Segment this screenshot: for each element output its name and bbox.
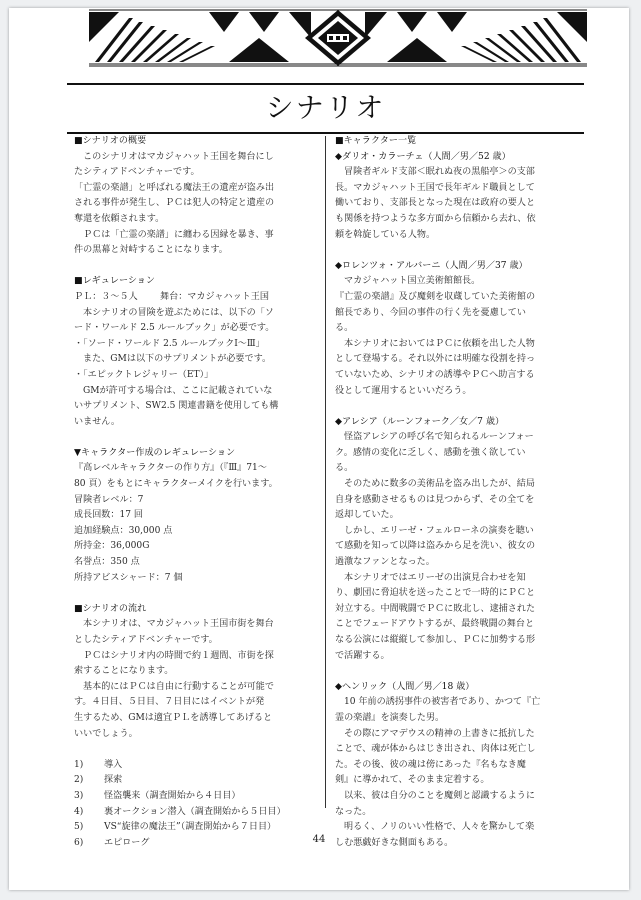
lorenzo-line: として登場する。それ以外には明確な役割を持っ bbox=[335, 354, 536, 365]
alesia-line: ク。感情の変化に乏しく、感動を強く欲してい bbox=[335, 447, 526, 458]
alesia-line: 過激なファンとなった。 bbox=[335, 557, 435, 568]
lorenzo-line: ていないため、シナリオの誘導やＰＣへ助言する bbox=[335, 369, 535, 380]
flow-step-text: 導入 bbox=[104, 759, 123, 770]
dario-line: 頼を斡旋している人物。 bbox=[335, 229, 436, 240]
flow-step-number: 5) bbox=[74, 822, 84, 833]
section-heading-character: ▼キャラクター作成のレギュレーション bbox=[74, 447, 236, 458]
overview-line: 奪還を依頼されます。 bbox=[74, 213, 165, 224]
overview-line: ＰＣは「亡霊の楽譜」に纏わる因縁を暴き、事 bbox=[83, 229, 274, 240]
character-line: 名誉点：350 点 bbox=[74, 557, 140, 568]
lorenzo-line: 本シナリオにおいてはＰＣに依頼を出した人物 bbox=[344, 338, 535, 349]
regulation-line: ード・ワールド 2.5 ルールブック」が必要です。 bbox=[74, 323, 275, 334]
flow-step-text: エピローグ bbox=[104, 837, 150, 848]
flow-line: ＰＣはシナリオ内の時間で約１週間、市街を探 bbox=[83, 650, 274, 661]
left-column bbox=[74, 134, 316, 851]
lorenzo-line: マカジャハット国立美術館館長。 bbox=[344, 276, 481, 287]
page-number: 44 bbox=[312, 834, 326, 845]
dario-line: も関係を持つような多方面から信頼から去れ、依 bbox=[335, 213, 536, 224]
flow-step-text: 探索 bbox=[104, 775, 123, 786]
flow-step-text: 怪盗襲来（調査開始から４日目） bbox=[104, 790, 241, 801]
flow-line: 基本的にはＰＣは自由に行動することが可能で bbox=[83, 681, 274, 692]
henrik-line: た。その後、彼の魂は傍にあった『名もなき魔 bbox=[335, 759, 526, 770]
henrik-line: 明るく、ノリのいい性格で、人々を驚かして楽 bbox=[344, 822, 535, 833]
character-line: 成長回数：17 回 bbox=[74, 510, 144, 521]
alesia-line: しかし、エリーゼ・フェルローネの演奏を聴い bbox=[344, 525, 534, 536]
flow-line: 本シナリオは、マカジャハット王国市街を舞台 bbox=[83, 619, 274, 630]
dario-line: 働いており、支部長となった現在は政府の要人と bbox=[335, 198, 536, 209]
henrik-line: 以来、彼は自分のことを魔剣と認識するように bbox=[344, 790, 535, 801]
alesia-line: り、劇団に脅迫状を送ったことで一時的にＰＣと bbox=[335, 588, 536, 599]
flow-step-number: 1) bbox=[74, 759, 84, 770]
flow-line: 索することになります。 bbox=[74, 666, 174, 677]
flow-step-text: VS“旋律の魔法王”（調査開始から７日目） bbox=[104, 822, 277, 833]
alesia-line: 返却していた。 bbox=[335, 510, 399, 521]
section-heading-character-list: ■キャラクター一覧 bbox=[335, 136, 417, 146]
henrik-line: 剣』に導かれて、そのまま定着する。 bbox=[335, 775, 490, 786]
character-line: 冒険者レベル：7 bbox=[74, 494, 144, 505]
henrik-line: しむ悪戯好きな側面もある。 bbox=[335, 837, 454, 848]
character-name-dario: ◆ダリオ・カラーチェ（人間／男／52 歳） bbox=[335, 151, 511, 162]
regulation-line: いサプリメント、SW2.5 関連書籍を使用しても構 bbox=[74, 401, 279, 412]
regulation-line: ・「ソード・ワールド 2.5 ルールブックⅠ～Ⅲ」 bbox=[74, 338, 265, 349]
regulation-pl: ＰＬ：３～５人 bbox=[74, 291, 138, 302]
character-line: 80 頁）をもとにキャラクターメイクを行います。 bbox=[74, 479, 278, 490]
lorenzo-line: 館長であり、今回の事件の行く先を憂慮してい bbox=[335, 307, 526, 318]
lorenzo-line: 『亡霊の楽譜』及び魔剣を収蔵していた美術館の bbox=[335, 291, 536, 302]
regulation-line: GMが許可する場合は、ここに記載されていな bbox=[83, 385, 273, 396]
decorative-banner bbox=[89, 8, 587, 68]
overview-line: 件の黒幕と対峙することになります。 bbox=[74, 245, 228, 256]
flow-step bbox=[74, 789, 316, 805]
column-divider bbox=[325, 136, 326, 808]
section-heading-flow: ■シナリオの流れ bbox=[74, 603, 147, 614]
henrik-line: ことで、魂が体からはじき出され、肉体は死亡し bbox=[335, 744, 536, 755]
regulation-line: ・「エピックトレジャリー（ET）」 bbox=[74, 369, 214, 380]
character-line: 所持アビスシャード：7 個 bbox=[74, 572, 183, 583]
character-line: 追加経験点：30,000 点 bbox=[74, 525, 173, 536]
regulation-stage: 舞台：マカジャハット王国 bbox=[160, 291, 269, 302]
henrik-line: 10 年前の誘拐事件の被害者であり、かつて『亡 bbox=[344, 697, 541, 708]
regulation-line: 本シナリオの冒険を遊ぶためには、以下の「ソ bbox=[83, 307, 274, 318]
alesia-line: 本シナリオではエリーゼの出演見合わせを知 bbox=[344, 572, 526, 583]
flow-line: 生するため、GMは適宜ＰＬを誘導してあげると bbox=[74, 712, 273, 723]
henrik-line: なった。 bbox=[335, 806, 372, 817]
flow-line: す。４日目、５日目、７日目にはイベントが発 bbox=[74, 697, 265, 708]
character-line: 所持金：36,000G bbox=[74, 541, 150, 552]
overview-line: 「亡霊の楽譜」と呼ばれる魔法王の遺産が盗み出 bbox=[74, 182, 275, 193]
flow-step-number: 4) bbox=[74, 806, 84, 817]
flow-line: いいでしょう。 bbox=[74, 728, 138, 739]
lorenzo-line: 役として運用するといいだろう。 bbox=[335, 385, 472, 396]
flow-step bbox=[74, 773, 316, 789]
flow-step-number: 2) bbox=[74, 775, 84, 786]
alesia-line: る。 bbox=[335, 463, 354, 474]
alesia-line: なる公演には縦縦して参加し、ＰＣに加勢する形 bbox=[335, 635, 536, 645]
flow-line: としたシティアドベンチャーです。 bbox=[74, 635, 218, 645]
regulation-pl-stage bbox=[74, 290, 316, 306]
overview-line: される事件が発生し、ＰＣは犯人の特定と遺産の bbox=[74, 198, 275, 209]
alesia-line: 怪盗アレシアの呼び名で知られるルーンフォー bbox=[344, 432, 534, 443]
title-rule-top bbox=[67, 83, 584, 85]
dario-line: 長。マカジャハット王国で長年ギルド職員として bbox=[335, 182, 535, 193]
regulation-line: いません。 bbox=[74, 416, 121, 427]
character-name-henrik: ◆ヘンリック（人間／男／18 歳） bbox=[335, 681, 475, 692]
character-name-alesia: ◆アレシア（ルーンフォーク／女／7 歳） bbox=[335, 416, 505, 427]
overview-line: たシティアドベンチャーです。 bbox=[74, 167, 200, 178]
henrik-line: 霊の楽譜』を演奏した男。 bbox=[335, 712, 445, 723]
character-line: 『高レベルキャラクターの作り方』（『Ⅲ』71～ bbox=[74, 463, 267, 474]
lorenzo-line: る。 bbox=[335, 323, 354, 334]
henrik-line: その際にアマデウスの精神の上書きに抵抗した bbox=[344, 728, 535, 739]
flow-step bbox=[74, 758, 316, 774]
alesia-line: て感動を知って以降は盗みから足を洗い、彼女の bbox=[335, 541, 536, 552]
regulation-line: また、GMは以下のサプリメントが必要です。 bbox=[83, 354, 272, 365]
alesia-line: 自身を感動させるものは見つからず、その全てを bbox=[335, 494, 535, 505]
flow-step bbox=[74, 805, 316, 821]
document-page bbox=[9, 8, 629, 890]
right-column bbox=[335, 134, 583, 851]
alesia-line: で活躍する。 bbox=[335, 650, 390, 661]
section-heading-regulation: ■レギュレーション bbox=[74, 276, 155, 287]
alesia-line: そのために数多の美術品を盗み出したが、結局 bbox=[344, 479, 535, 490]
page-title: シナリオ bbox=[265, 91, 386, 124]
flow-step-text: 裏オークション潜入（調査開始から５日目） bbox=[104, 806, 286, 817]
dario-line: 冒険者ギルド支部＜眠れぬ夜の黒船亭＞の支部 bbox=[344, 167, 535, 178]
flow-step-number: 6) bbox=[74, 837, 84, 848]
flow-step-number: 3) bbox=[74, 790, 84, 801]
section-heading-overview: ■シナリオの概要 bbox=[74, 136, 147, 146]
overview-line: このシナリオはマカジャハット王国を舞台にし bbox=[83, 151, 274, 162]
alesia-line: 対立する。中間戦闘でＰＣに敗北し、逮捕された bbox=[335, 603, 536, 614]
alesia-line: ことでフェードアウトするが、最終戦闘の舞台と bbox=[335, 619, 535, 630]
character-name-lorenzo: ◆ロレンツォ・アルバーニ（人間／男／37 歳） bbox=[335, 260, 528, 271]
